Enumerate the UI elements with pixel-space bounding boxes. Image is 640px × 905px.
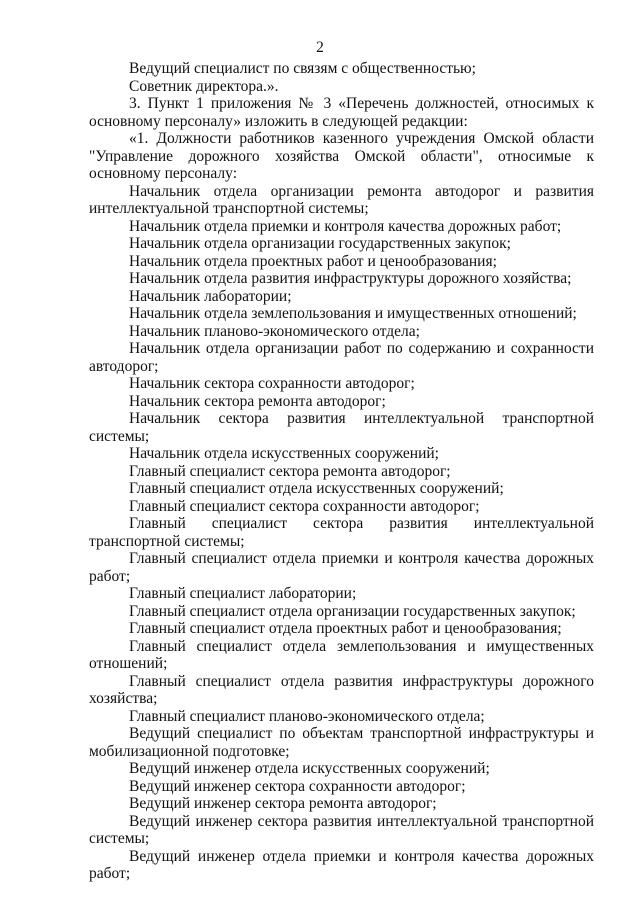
paragraph: Главный специалист сектора сохранности автодорог;: [129, 497, 480, 515]
paragraph: Начальник лаборатории;: [129, 287, 292, 305]
paragraph: Начальник отдела проектных работ и ценообразования;: [129, 252, 497, 270]
paragraph: Главный специалист сектора ремонта автодорог;: [129, 462, 451, 480]
paragraph: Главный специалист отдела проектных работ и ценообразования;: [129, 620, 562, 637]
page-number: 2: [316, 39, 324, 56]
paragraph: Начальник планово-экономического отдела;: [129, 322, 420, 340]
paragraph: Главный специалист отдела развития инфраструктуры дорожного хозяйства;: [89, 672, 594, 707]
paragraph: Ведущий инженер сектора ремонта автодорог;: [129, 795, 437, 812]
paragraph: Главный специалист отдела приемки и контроля качества дорожных работ;: [89, 550, 594, 585]
paragraph: Главный специалист сектора развития интеллектуальной транспортной системы;: [89, 515, 594, 550]
paragraph: Начальник отдела землепользования и имущественных отношений;: [129, 305, 577, 322]
paragraph: Начальник сектора ремонта автодорог;: [129, 392, 386, 410]
paragraph: Советник директора.».: [129, 77, 279, 95]
paragraph: Ведущий инженер отдела искусственных сооружений;: [129, 760, 490, 777]
paragraph: Начальник сектора сохранности автодорог;: [129, 375, 415, 392]
paragraph: «1. Должности работников казенного учреждения Омской области "Управление дорожного хозяйства Омской области", относимые к основному персоналу:: [89, 130, 594, 182]
paragraph: Ведущий специалист по объектам транспортной инфраструктуры и мобилизационной подготовке;: [89, 725, 594, 760]
paragraph: Ведущий инженер отдела приемки и контроля качества дорожных работ;: [89, 847, 594, 882]
paragraph: Начальник отдела организации государственных закупок;: [129, 235, 511, 252]
paragraph: Ведущий инженер сектора развития интеллектуальной транспортной системы;: [89, 812, 594, 847]
paragraph: Главный специалист отдела искусственных сооружений;: [129, 480, 504, 497]
paragraph: Главный специалист лаборатории;: [129, 585, 357, 602]
paragraph: Ведущий инженер сектора сохранности автодорог;: [129, 777, 466, 795]
paragraph: Начальник отдела приемки и контроля качества дорожных работ;: [129, 217, 562, 235]
paragraph: Начальник отдела искусственных сооружений;: [129, 445, 439, 462]
paragraph: 3. Пункт 1 приложения № 3 «Перечень должностей, относимых к основному персоналу» изложить в следующей редакции:: [89, 95, 594, 130]
document-body: [89, 60, 594, 883]
paragraph: Начальник отдела организации работ по содержанию и сохранности автодорог;: [89, 340, 594, 375]
paragraph: Начальник сектора развития интеллектуальной транспортной системы;: [89, 410, 594, 445]
paragraph: Главный специалист отдела землепользования и имущественных отношений;: [89, 637, 594, 672]
paragraph: Главный специалист отдела организации государственных закупок;: [129, 602, 576, 620]
paragraph: Главный специалист планово-экономического отдела;: [129, 707, 485, 725]
paragraph: Ведущий специалист по связям с общественностью;: [129, 60, 476, 77]
paragraph: Начальник отдела развития инфраструктуры дорожного хозяйства;: [129, 270, 572, 287]
paragraph: Начальник отдела организации ремонта автодорог и развития интеллектуальной транспортной системы;: [89, 182, 594, 217]
